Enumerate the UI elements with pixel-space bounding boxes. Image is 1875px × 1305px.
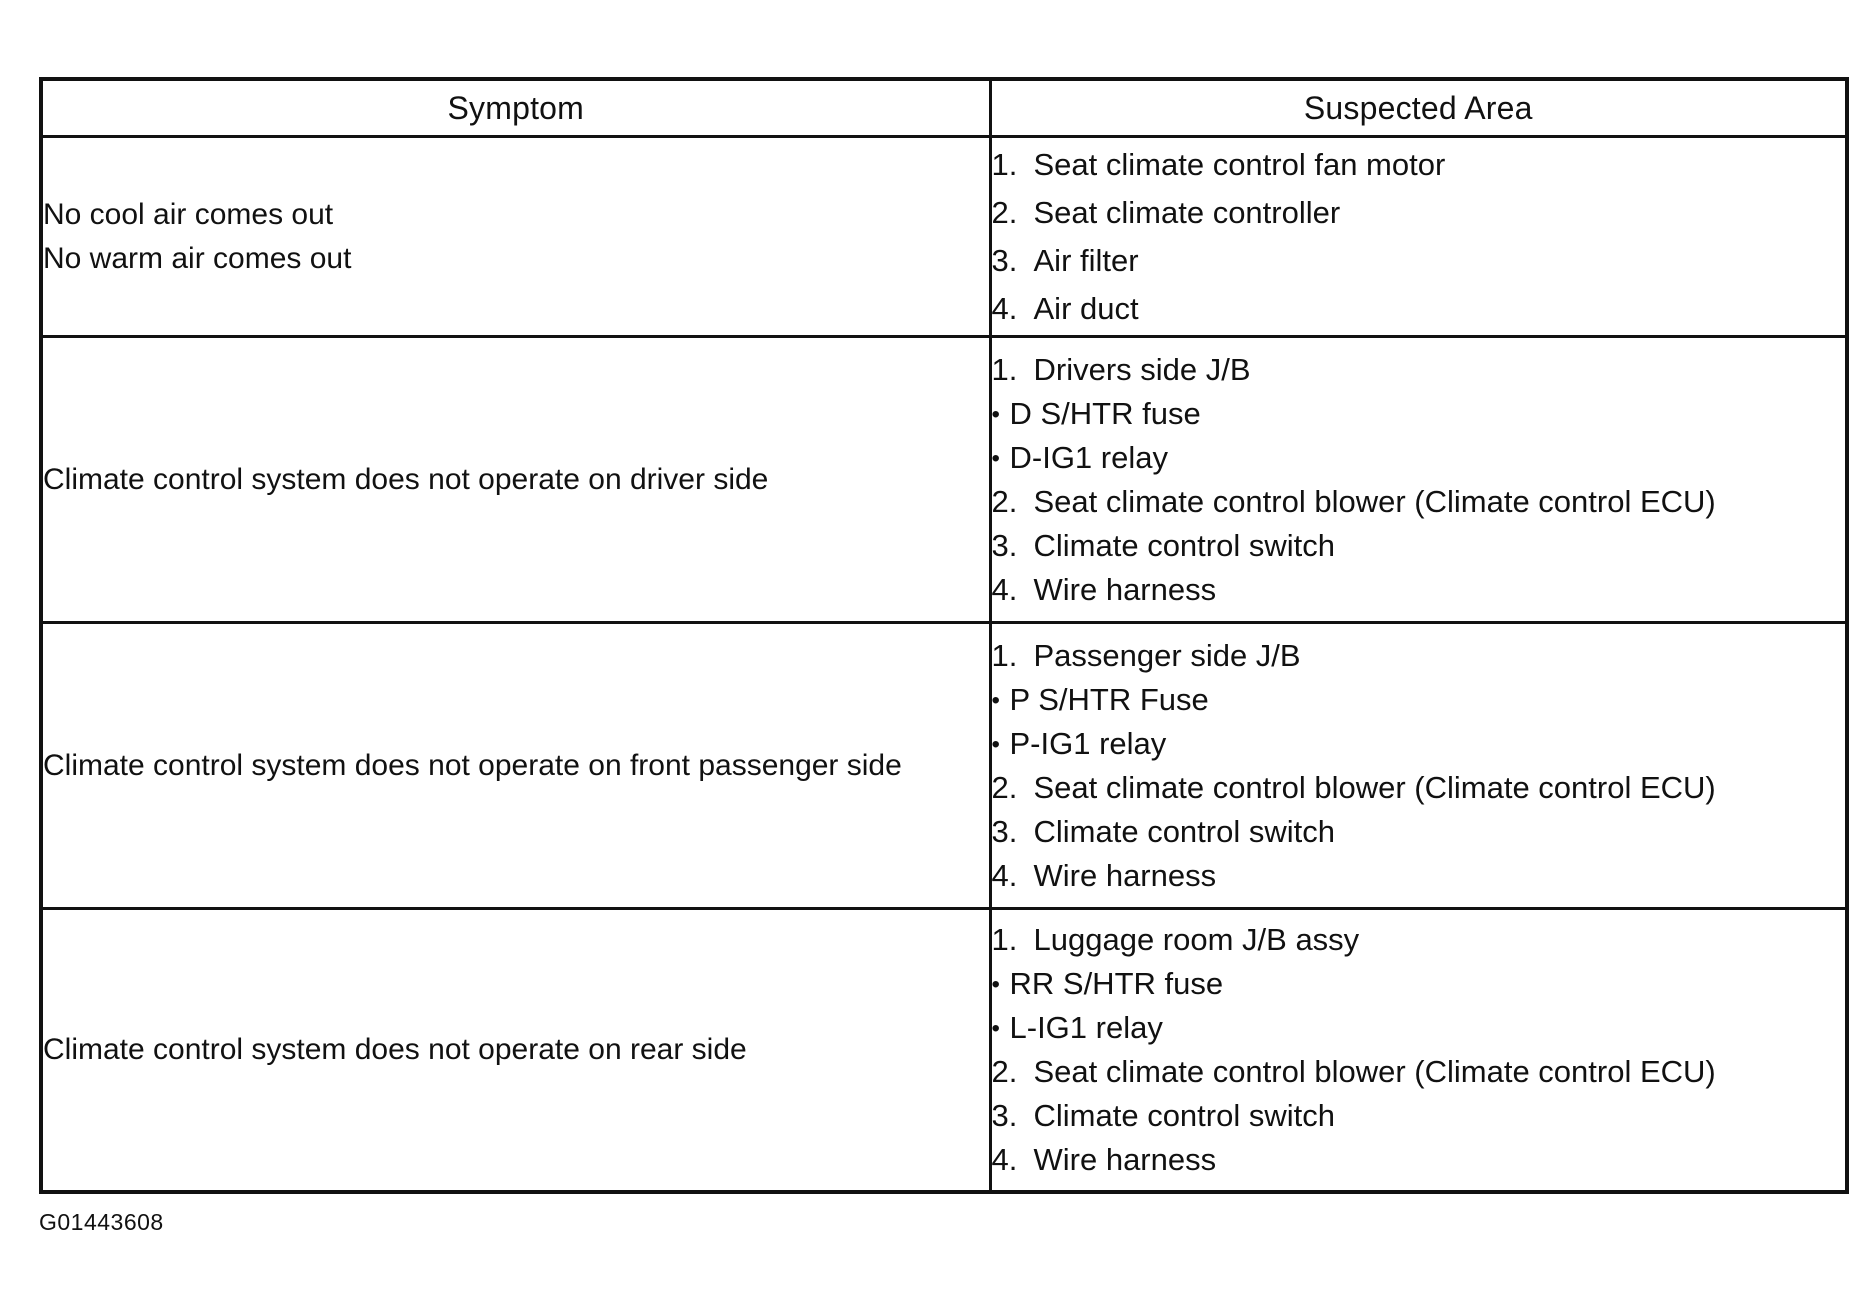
list-item: [992, 722, 1846, 766]
bullet-marker: •: [991, 686, 1000, 714]
item-text: Wire harness: [1033, 857, 1217, 893]
item-text: Seat climate control blower (Climate control ECU): [1033, 483, 1716, 519]
item-text: P S/HTR Fuse: [1009, 681, 1209, 717]
item-number: 4.: [991, 857, 1018, 893]
list-item: [992, 285, 1846, 333]
suspected-area-cell: [990, 137, 1847, 337]
item-number: 4.: [991, 1141, 1018, 1177]
symptom-cell: [41, 337, 990, 623]
item-text: Air filter: [1033, 242, 1139, 278]
list-item: [992, 480, 1846, 524]
list-item: [992, 1094, 1846, 1138]
symptom-column-header: Symptom: [41, 79, 990, 137]
bullet-marker: •: [991, 444, 1000, 472]
list-item: [992, 237, 1846, 285]
list-item: [992, 1138, 1846, 1182]
item-text: L-IG1 relay: [1009, 1009, 1163, 1045]
symptom-text: No warm air comes out: [43, 241, 352, 275]
item-text: D-IG1 relay: [1009, 439, 1168, 475]
list-item: [992, 918, 1846, 962]
item-text: Air duct: [1033, 290, 1139, 326]
header-row: [41, 79, 1847, 137]
item-number: 2.: [991, 769, 1018, 805]
item-text: Seat climate control fan motor: [1033, 146, 1446, 182]
symptom-text: Climate control system does not operate on rear side: [43, 1032, 747, 1066]
table-body: [41, 137, 1847, 1192]
item-number: 2.: [991, 1053, 1018, 1089]
item-text: Drivers side J/B: [1033, 351, 1251, 387]
bullet-marker: •: [991, 970, 1000, 998]
symptom-text: No cool air comes out: [43, 197, 334, 231]
item-number: 1.: [991, 351, 1018, 387]
item-number: 4.: [991, 571, 1018, 607]
item-text: D S/HTR fuse: [1009, 395, 1201, 431]
symptom-cell: [41, 623, 990, 909]
suspected-area-list: [992, 634, 1846, 898]
bullet-marker: •: [991, 730, 1000, 758]
item-text: Climate control switch: [1033, 1097, 1335, 1133]
suspected-area-column-header: Suspected Area: [990, 79, 1847, 137]
suspected-area-list: [992, 348, 1846, 612]
item-number: 3.: [991, 1097, 1018, 1133]
problem-symptoms-table: [39, 77, 1849, 1194]
suspected-area-cell: [990, 909, 1847, 1192]
symptom-text: Climate control system does not operate on driver side: [43, 462, 769, 496]
item-text: P-IG1 relay: [1009, 725, 1167, 761]
item-text: RR S/HTR fuse: [1009, 965, 1224, 1001]
item-number: 3.: [991, 813, 1018, 849]
item-number: 4.: [991, 290, 1018, 326]
list-item: [992, 854, 1846, 898]
item-text: Seat climate control blower (Climate control ECU): [1033, 1053, 1716, 1089]
item-text: Luggage room J/B assy: [1033, 921, 1360, 957]
list-item: [992, 1006, 1846, 1050]
list-item: [992, 392, 1846, 436]
item-number: 1.: [991, 921, 1018, 957]
table-row: [41, 623, 1847, 909]
list-item: [992, 810, 1846, 854]
symptom-text: Climate control system does not operate on front passenger side: [43, 748, 902, 782]
list-item: [992, 1050, 1846, 1094]
table-row: [41, 137, 1847, 337]
list-item: [992, 436, 1846, 480]
list-item: [992, 678, 1846, 722]
list-item: [992, 634, 1846, 678]
table-row: [41, 337, 1847, 623]
list-item: [992, 141, 1846, 189]
suspected-area-list: [992, 918, 1846, 1182]
list-item: [992, 348, 1846, 392]
suspected-area-list: [992, 141, 1846, 333]
list-item: [992, 766, 1846, 810]
bullet-marker: •: [991, 1014, 1000, 1042]
symptom-cell: [41, 137, 990, 337]
item-text: Seat climate controller: [1033, 194, 1341, 230]
item-text: Seat climate control blower (Climate control ECU): [1033, 769, 1716, 805]
symptom-cell: [41, 909, 990, 1192]
diagnosis-table-container: [39, 77, 1845, 1194]
figure-id: G01443608: [39, 1209, 164, 1235]
item-text: Wire harness: [1033, 571, 1217, 607]
item-number: 3.: [991, 242, 1018, 278]
item-text: Passenger side J/B: [1033, 637, 1301, 673]
list-item: [992, 189, 1846, 237]
item-text: Climate control switch: [1033, 527, 1335, 563]
suspected-area-cell: [990, 337, 1847, 623]
item-text: Wire harness: [1033, 1141, 1217, 1177]
list-item: [992, 962, 1846, 1006]
bullet-marker: •: [991, 400, 1000, 428]
item-number: 2.: [991, 483, 1018, 519]
item-number: 2.: [991, 194, 1018, 230]
item-number: 1.: [991, 637, 1018, 673]
table-row: [41, 909, 1847, 1192]
item-number: 3.: [991, 527, 1018, 563]
item-number: 1.: [991, 146, 1018, 182]
list-item: [992, 568, 1846, 612]
list-item: [992, 524, 1846, 568]
suspected-area-cell: [990, 623, 1847, 909]
item-text: Climate control switch: [1033, 813, 1335, 849]
